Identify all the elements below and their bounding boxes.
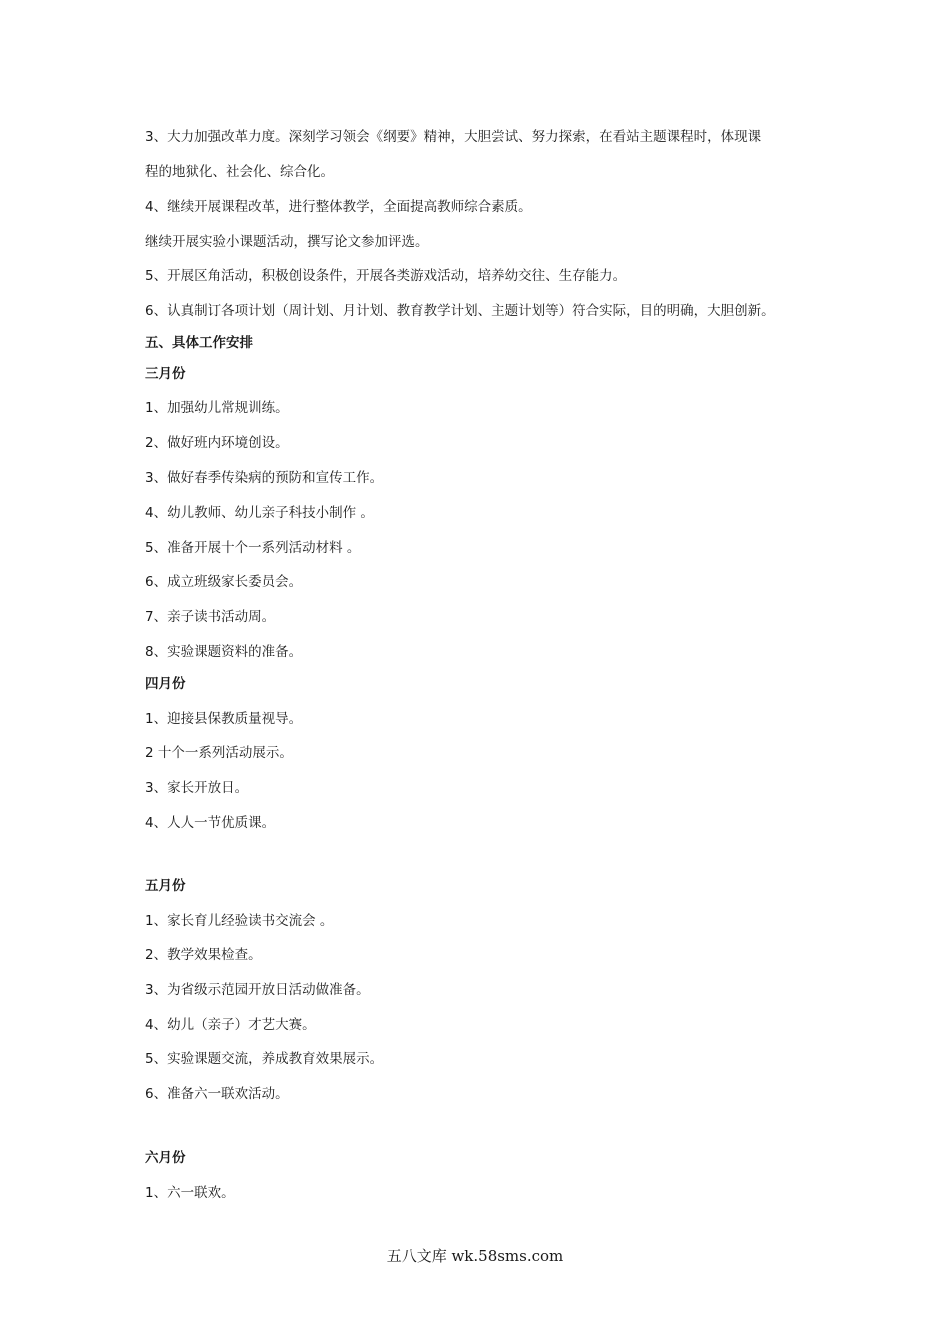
list-item: 4、幼儿（亲子）才艺大赛。 <box>145 1017 316 1033</box>
month-heading-june: 六月份 <box>145 1150 186 1166</box>
list-item: 5、准备开展十个一系列活动材料 。 <box>145 540 361 556</box>
page-footer: 五八文库 wk.58sms.com <box>386 1247 564 1265</box>
list-item: 4、人人一节优质课。 <box>145 815 276 831</box>
list-item: 5、实验课题交流，养成教育效果展示。 <box>145 1051 384 1067</box>
list-item: 2、教学效果检查。 <box>145 947 262 963</box>
list-item: 3、做好春季传染病的预防和宣传工作。 <box>145 470 384 486</box>
list-item: 1、家长育儿经验读书交流会 。 <box>145 913 334 929</box>
list-item: 1、迎接县保教质量视导。 <box>145 711 303 727</box>
list-item: 6、准备六一联欢活动。 <box>145 1086 289 1102</box>
month-heading-may: 五月份 <box>145 878 186 894</box>
section-heading: 五、具体工作安排 <box>145 335 253 351</box>
list-item: 4、幼儿教师、幼儿亲子科技小制作 。 <box>145 505 374 521</box>
paragraph-line: 程的地狱化、社会化、综合化。 <box>145 164 334 180</box>
list-item: 3、家长开放日。 <box>145 780 249 796</box>
list-item: 6、成立班级家长委员会。 <box>145 574 303 590</box>
list-item: 8、实验课题资料的准备。 <box>145 644 303 660</box>
list-item: 1、加强幼儿常规训练。 <box>145 400 289 416</box>
paragraph-line: 5、开展区角活动，积极创设条件，开展各类游戏活动，培养幼交往、生存能力。 <box>145 268 627 284</box>
list-item: 2、做好班内环境创设。 <box>145 435 289 451</box>
paragraph-line: 6、认真制订各项计划（周计划、月计划、教育教学计划、主题计划等）符合实际，目的明确，大胆创新。 <box>145 303 775 319</box>
list-item: 7、亲子读书活动周。 <box>145 609 276 625</box>
month-heading-march: 三月份 <box>145 366 186 382</box>
list-item: 1、六一联欢。 <box>145 1185 235 1201</box>
month-heading-april: 四月份 <box>145 676 186 692</box>
list-item: 2 十个一系列活动展示。 <box>145 745 293 761</box>
paragraph-line: 继续开展实验小课题活动，撰写论文参加评选。 <box>145 234 429 250</box>
list-item: 3、为省级示范园开放日活动做准备。 <box>145 982 370 998</box>
paragraph-line: 3、大力加强改革力度。深刻学习领会《纲要》精神，大胆尝试、努力探索，在看站主题课程时，体现课 <box>145 129 762 145</box>
paragraph-line: 4、继续开展课程改革，进行整体教学，全面提高教师综合素质。 <box>145 199 532 215</box>
